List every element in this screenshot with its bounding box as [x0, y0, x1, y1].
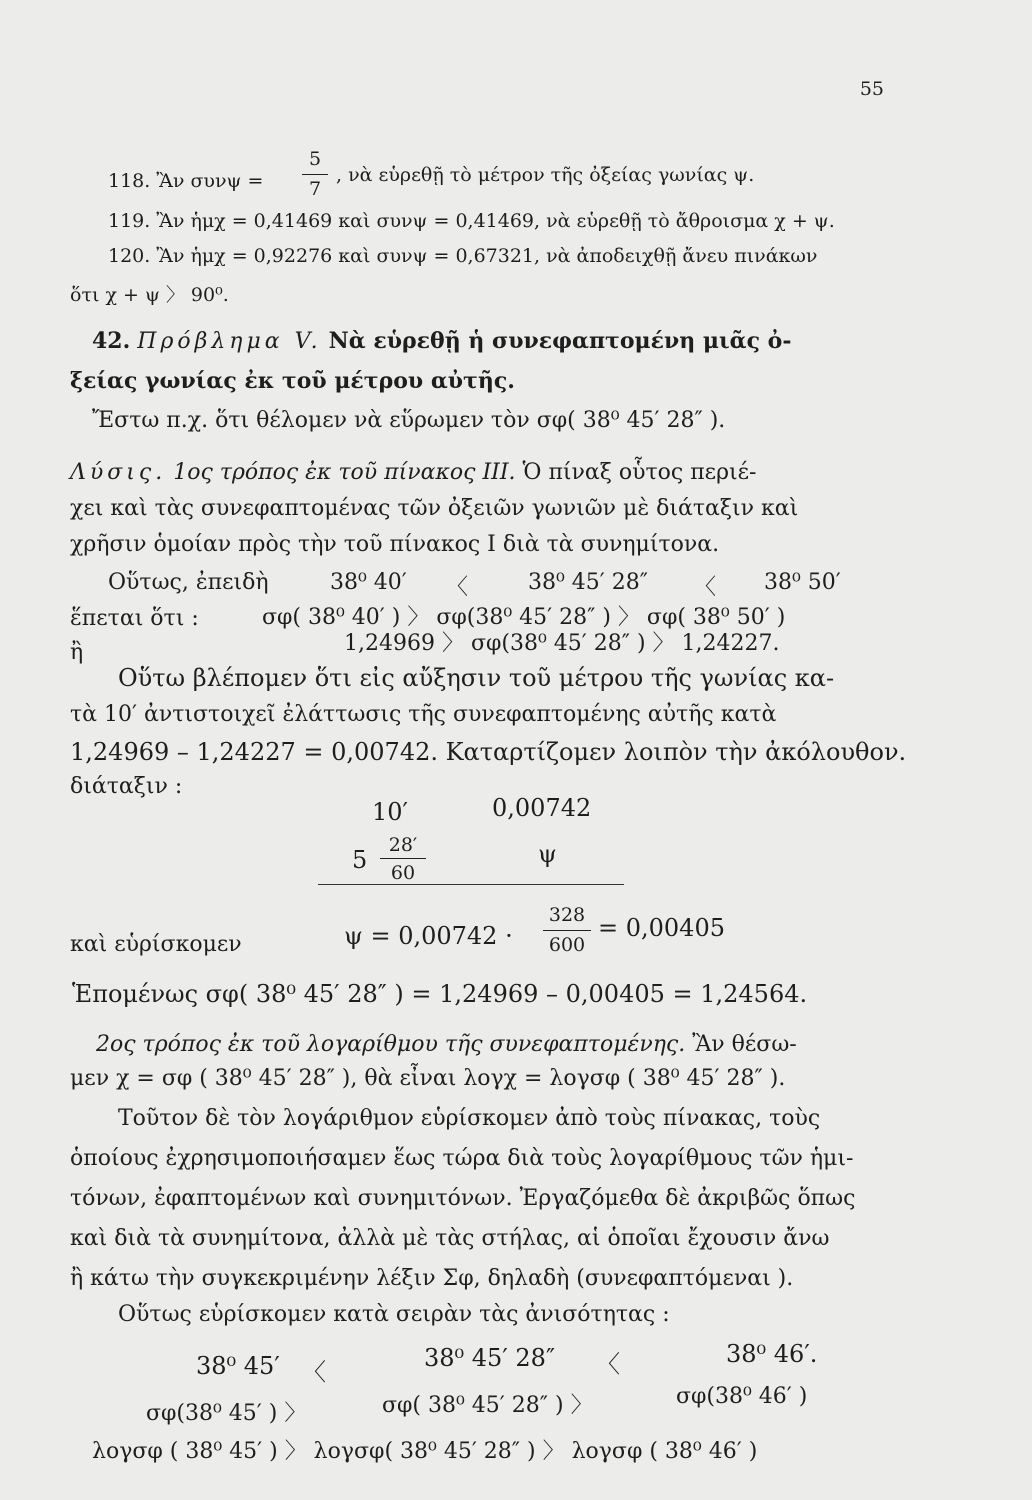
solution-text: Ὁ πίναξ οὗτος περιέ-: [522, 460, 757, 485]
final-ineq-2-left: σφ(38⁰ 45′ ) 〉: [146, 1401, 307, 1426]
ineq-row-1-left: 38⁰ 40′: [330, 570, 407, 595]
ineq-row-3: 1,24969 〉 σφ(38⁰ 45′ 28″ ) 〉 1,24227.: [344, 631, 780, 656]
solution-label: Λύσις.: [70, 460, 167, 485]
final-ineq-1-right: 38⁰ 46′.: [726, 1340, 818, 1368]
exercise-118-rest: , νὰ εὑρεθῇ τὸ μέτρον τῆς ὀξείας γωνίας ψ.: [336, 164, 755, 186]
problem-label: Πρόβλημα V.: [137, 329, 322, 354]
method-2-text: Ἂν θέσω-: [692, 1032, 797, 1057]
section-title: Νὰ εὑρεθῇ ἡ συνεφαπτομένη μιᾶς ὀ-: [328, 328, 792, 354]
fraction-denominator: 7: [308, 178, 322, 200]
final-ineq-1-left: 38⁰ 45′: [196, 1352, 280, 1380]
final-ineq-1-sign2: 〈: [596, 1350, 620, 1378]
final-ineq-2-right: σφ(38⁰ 46′ ): [676, 1384, 808, 1409]
solution-line: [70, 460, 756, 485]
table-r1-angle: 10′: [372, 798, 408, 826]
section-42-heading: [92, 328, 791, 354]
table-rule: [318, 884, 624, 885]
ineq-row-2-label: ἕπεται ὅτι :: [70, 606, 199, 631]
ineq-row-2: σφ( 38⁰ 40′ ) 〉 σφ(38⁰ 45′ 28″ ) 〉 σφ( 38⁰ 50′ ): [262, 605, 786, 630]
paragraph-11: ὁποίους ἐχρησιμοποιήσαμεν ἕως τώρα διὰ τοὺς λογαρίθμους τῶν ἡμι-: [70, 1146, 854, 1171]
paragraph-8: Ἑπομένως σφ( 38⁰ 45′ 28″ ) = 1,24969 – 0,00405 = 1,24564.: [72, 980, 808, 1008]
calc-bar: [543, 930, 591, 931]
section-number: 42.: [92, 328, 131, 354]
paragraph-1: Ἔστω π.χ. ὅτι θέλομεν νὰ εὕρωμεν τὸν σφ( 38⁰ 45′ 28″ ).: [92, 408, 726, 433]
calc-denominator: 600: [548, 934, 586, 956]
final-ineq-2-mid: σφ( 38⁰ 45′ 28″ ) 〉: [382, 1393, 593, 1418]
calc-result: = 0,00405: [598, 914, 725, 942]
calc-label: καὶ εὑρίσκομεν: [70, 932, 242, 957]
section-title-cont: ξείας γωνίας ἐκ τοῦ μέτρου αὐτῆς.: [70, 368, 515, 394]
paragraph-13: καὶ διὰ τὰ συνημίτονα, ἀλλὰ μὲ τὰς στήλας, αἱ ὁποῖαι ἔχουσιν ἄνω: [70, 1226, 830, 1251]
table-r2-bar: [380, 858, 426, 859]
ineq-row-1-right: 38⁰ 50′: [764, 570, 841, 595]
paragraph-12: τόνων, ἐφαπτομένων καὶ συνημιτόνων. Ἐργαζόμεθα δὲ ἀκριβῶς ὅπως: [70, 1186, 856, 1211]
paragraph-2: χει καὶ τὰς συνεφαπτομένας τῶν ὀξειῶν γωνιῶν μὲ διάταξιν καὶ: [70, 496, 799, 521]
paragraph-7: διάταξιν :: [70, 774, 183, 799]
fraction-bar: [302, 174, 328, 175]
paragraph-9: μεν χ = σφ ( 38⁰ 45′ 28″ ), θὰ εἶναι λογχ = λογσφ ( 38⁰ 45′ 28″ ).: [70, 1066, 786, 1091]
exercise-120: 120. Ἂν ἡμχ = 0,92276 καὶ συνψ = 0,67321, νὰ ἀποδειχθῇ ἄνευ πινάκων: [108, 245, 818, 267]
fraction-numerator: 5: [308, 148, 322, 170]
table-r2-numerator: 28′: [388, 834, 418, 856]
paragraph-6: 1,24969 – 1,24227 = 0,00742. Καταρτίζομεν λοιπὸν τὴν ἀκόλουθον.: [70, 738, 907, 766]
exercise-118: [108, 170, 263, 192]
ineq-row-1-sign1: 〈: [446, 575, 469, 600]
paragraph-5: τὰ 10′ ἀντιστοιχεῖ ἐλάττωσις τῆς συνεφαπτομένης αὐτῆς κατὰ: [70, 702, 777, 727]
table-r2-whole: 5: [352, 846, 368, 874]
exercise-119: 119. Ἂν ἡμχ = 0,41469 καὶ συνψ = 0,41469, νὰ εὑρεθῇ τὸ ἄθροισμα χ + ψ.: [108, 210, 835, 232]
method-2-line: [96, 1032, 797, 1057]
calc-numerator: 328: [548, 904, 586, 926]
paragraph-14: ἢ κάτω τὴν συγκεκριμένην λέξιν Σφ, δηλαδὴ (συνεφαπτόμεναι ).: [70, 1266, 794, 1291]
ineq-row-1-label: Οὕτως, ἐπειδὴ: [108, 570, 269, 595]
paragraph-3: χρῆσιν ὁμοίαν πρὸς τὴν τοῦ πίνακος Ι διὰ τὰ συνημίτονα.: [70, 532, 720, 557]
final-ineq-3: λογσφ ( 38⁰ 45′ ) 〉 λογσφ( 38⁰ 45′ 28″ ) 〉 λογσφ ( 38⁰ 46′ ): [92, 1439, 758, 1464]
paragraph-10: Τοῦτον δὲ τὸν λογάριθμον εὑρίσκομεν ἀπὸ τοὺς πίνακας, τοὺς: [118, 1106, 821, 1131]
final-ineq-1-mid: 38⁰ 45′ 28″: [424, 1344, 555, 1372]
paragraph-4: Οὕτω βλέπομεν ὅτι εἰς αὔξησιν τοῦ μέτρου τῆς γωνίας κα-: [118, 664, 835, 692]
table-r2-denominator: 60: [390, 862, 416, 884]
page-number: 55: [859, 78, 884, 100]
table-r2-unknown: ψ: [538, 840, 557, 868]
ineq-row-1-mid: 38⁰ 45′ 28″: [528, 570, 649, 595]
calc-expression: ψ = 0,00742 ·: [344, 922, 513, 950]
ineq-row-1-sign2: 〈: [694, 575, 717, 600]
table-r1-value: 0,00742: [492, 794, 592, 822]
exercise-118-text: 118. Ἂν συνψ =: [108, 170, 264, 192]
method-2-label: 2ος τρόπος ἐκ τοῦ λογαρίθμου τῆς συνεφαπτομένης.: [96, 1032, 686, 1057]
final-ineq-1-sign1: 〈: [302, 1358, 326, 1386]
paragraph-15: Οὕτως εὑρίσκομεν κατὰ σειρὰν τὰς ἀνισότητας :: [118, 1302, 670, 1327]
ineq-row-3-label: ἢ: [70, 640, 84, 665]
exercise-120-cont: ὅτι χ + ψ 〉 90⁰.: [70, 284, 229, 306]
method-1-label: 1ος τρόπος ἐκ τοῦ πίνακος III.: [173, 460, 516, 485]
